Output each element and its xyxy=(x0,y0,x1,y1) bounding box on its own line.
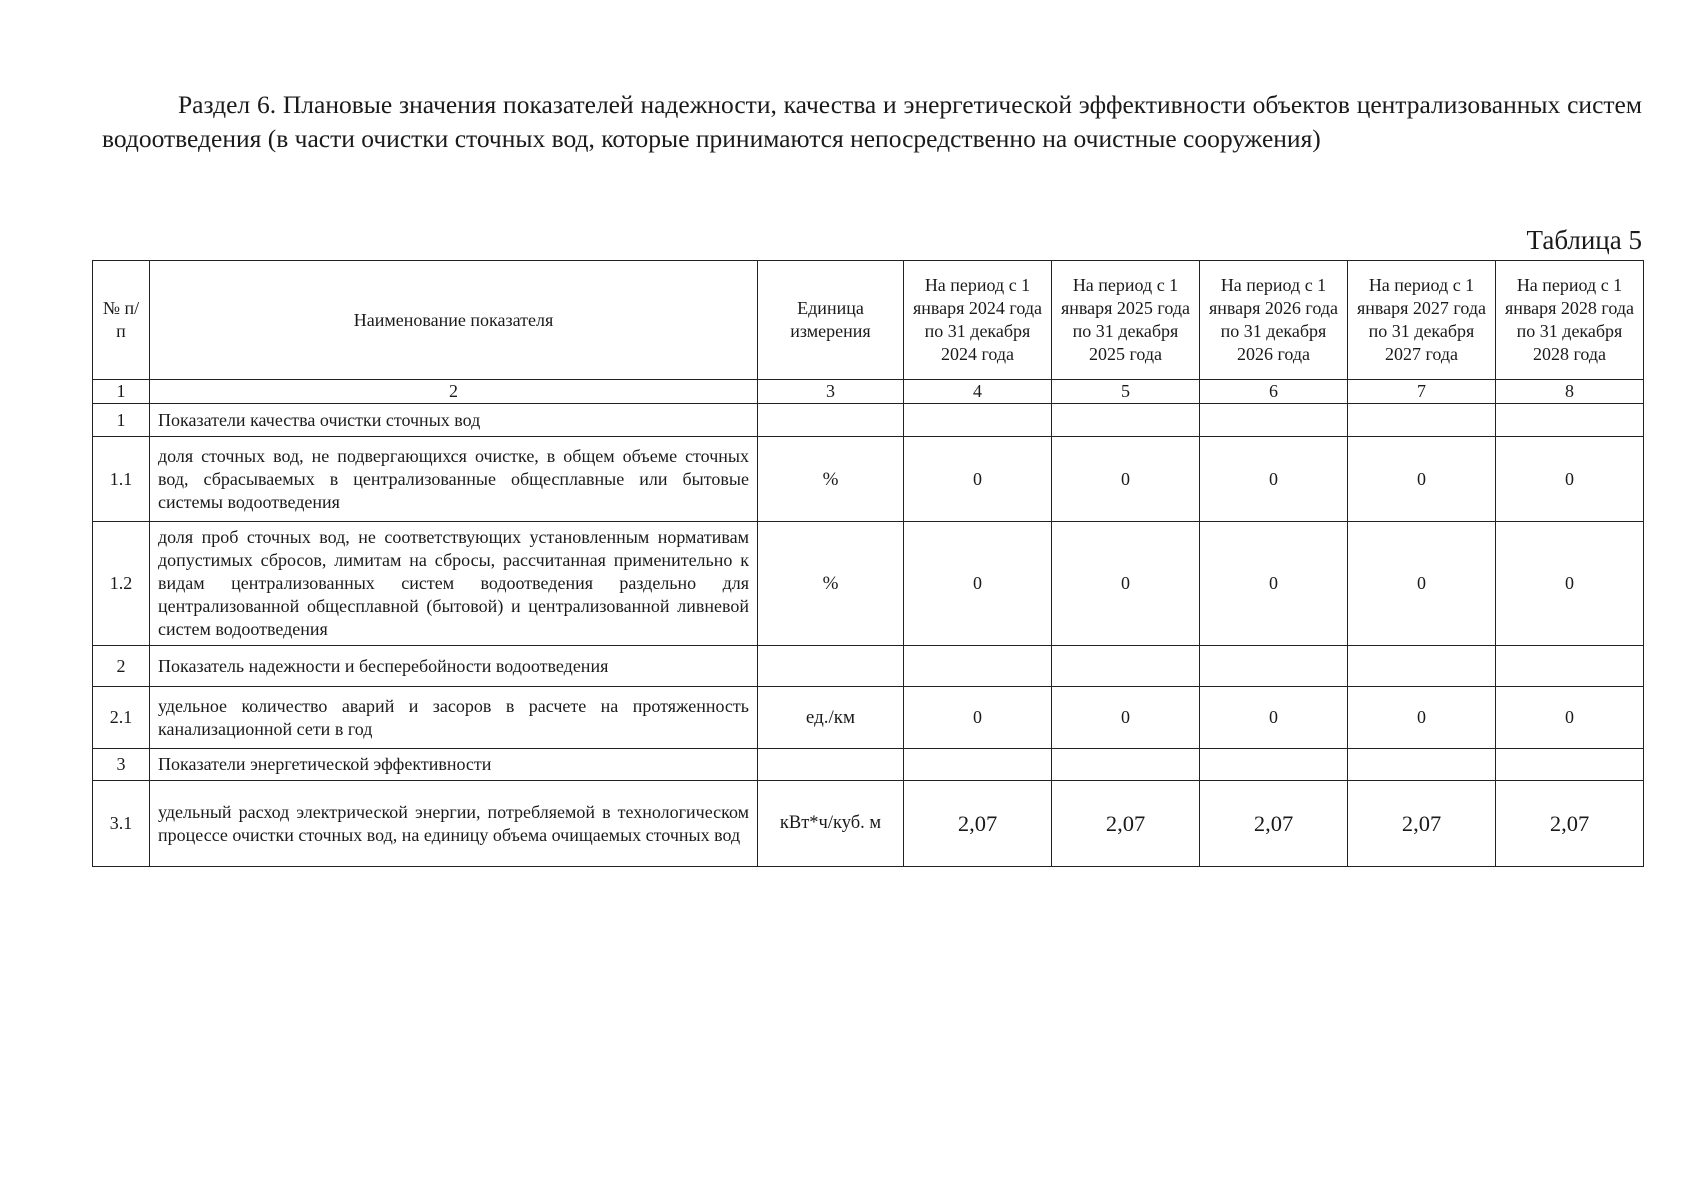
column-number: 8 xyxy=(1496,380,1644,404)
header-row xyxy=(93,261,1644,380)
indicator-name: удельное количество аварий и засоров в расчете на протяженность канализационной сети в год xyxy=(150,687,758,749)
indicators-table xyxy=(92,260,1644,867)
indicator-name: доля проб сточных вод, не соответствующих установленным нормативам допустимых сбросов, лимитам на сбросы, рассчитанная применительно к видам централизованных систем водоотведения раздельно для централизованной общесплавной (бытовой) и централизованной ливневой систем водоотведения xyxy=(150,522,758,646)
header-period-2025: На период с 1 января 2025 года по 31 декабря 2025 года xyxy=(1052,261,1200,380)
header-unit: Единица измерения xyxy=(758,261,904,380)
section-title: Показатели энергетической эффективности xyxy=(150,749,758,781)
value-cell: 0 xyxy=(1496,687,1644,749)
value-cell: 0 xyxy=(1052,437,1200,522)
header-period-2026: На период с 1 января 2026 года по 31 декабря 2026 года xyxy=(1200,261,1348,380)
value-cell: 2,07 xyxy=(904,781,1052,867)
section-title: Показатели качества очистки сточных вод xyxy=(150,404,758,437)
value-cell: 0 xyxy=(904,687,1052,749)
value-cell: 0 xyxy=(1200,522,1348,646)
column-number: 3 xyxy=(758,380,904,404)
section-row xyxy=(93,404,1644,437)
value-cell: 0 xyxy=(1348,522,1496,646)
row-number: 3.1 xyxy=(93,781,150,867)
column-number: 1 xyxy=(93,380,150,404)
value-cell: 0 xyxy=(1200,437,1348,522)
section-heading: Раздел 6. Плановые значения показателей надежности, качества и энергетической эффективности объектов централизованных систем водоотведения (в части очистки сточных вод, которые принимаются непосредственно на очистные сооружения) xyxy=(102,90,1642,153)
column-number: 2 xyxy=(150,380,758,404)
unit-cell: % xyxy=(758,522,904,646)
value-cell: 0 xyxy=(1052,522,1200,646)
header-name: Наименование показателя xyxy=(150,261,758,380)
value-cell: 0 xyxy=(904,522,1052,646)
value-cell: 2,07 xyxy=(1052,781,1200,867)
row-number: 1.1 xyxy=(93,437,150,522)
column-numbers-row xyxy=(93,380,1644,404)
value-cell: 0 xyxy=(1348,687,1496,749)
indicator-name: доля сточных вод, не подвергающихся очистке, в общем объеме сточных вод, сбрасываемых в централизованные общесплавные или бытовые системы водоотведения xyxy=(150,437,758,522)
header-period-2027: На период с 1 января 2027 года по 31 декабря 2027 года xyxy=(1348,261,1496,380)
value-cell: 0 xyxy=(1052,687,1200,749)
value-cell: 0 xyxy=(1200,687,1348,749)
value-cell: 2,07 xyxy=(1200,781,1348,867)
row-number: 1.2 xyxy=(93,522,150,646)
indicator-name: удельный расход электрической энергии, потребляемой в технологическом процессе очистки сточных вод, на единицу объема очищаемых сточных вод xyxy=(150,781,758,867)
column-number: 5 xyxy=(1052,380,1200,404)
section-title: Показатель надежности и бесперебойности водоотведения xyxy=(150,646,758,687)
table-row xyxy=(93,687,1644,749)
unit-cell: ед./км xyxy=(758,687,904,749)
table-row xyxy=(93,437,1644,522)
table-row xyxy=(93,781,1644,867)
unit-cell: % xyxy=(758,437,904,522)
column-number: 4 xyxy=(904,380,1052,404)
column-number: 7 xyxy=(1348,380,1496,404)
section-number: 3 xyxy=(93,749,150,781)
header-period-2028: На период с 1 января 2028 года по 31 декабря 2028 года xyxy=(1496,261,1644,380)
row-number: 2.1 xyxy=(93,687,150,749)
header-period-2024: На период с 1 января 2024 года по 31 декабря 2024 года xyxy=(904,261,1052,380)
section-row xyxy=(93,646,1644,687)
section-number: 2 xyxy=(93,646,150,687)
section-row xyxy=(93,749,1644,781)
unit-cell: кВт*ч/куб. м xyxy=(758,781,904,867)
value-cell: 0 xyxy=(904,437,1052,522)
column-number: 6 xyxy=(1200,380,1348,404)
value-cell: 0 xyxy=(1496,522,1644,646)
value-cell: 0 xyxy=(1496,437,1644,522)
header-num: № п/п xyxy=(93,261,150,380)
table-caption: Таблица 5 xyxy=(1526,225,1642,255)
value-cell: 2,07 xyxy=(1496,781,1644,867)
table-row xyxy=(93,522,1644,646)
value-cell: 0 xyxy=(1348,437,1496,522)
value-cell: 2,07 xyxy=(1348,781,1496,867)
section-number: 1 xyxy=(93,404,150,437)
